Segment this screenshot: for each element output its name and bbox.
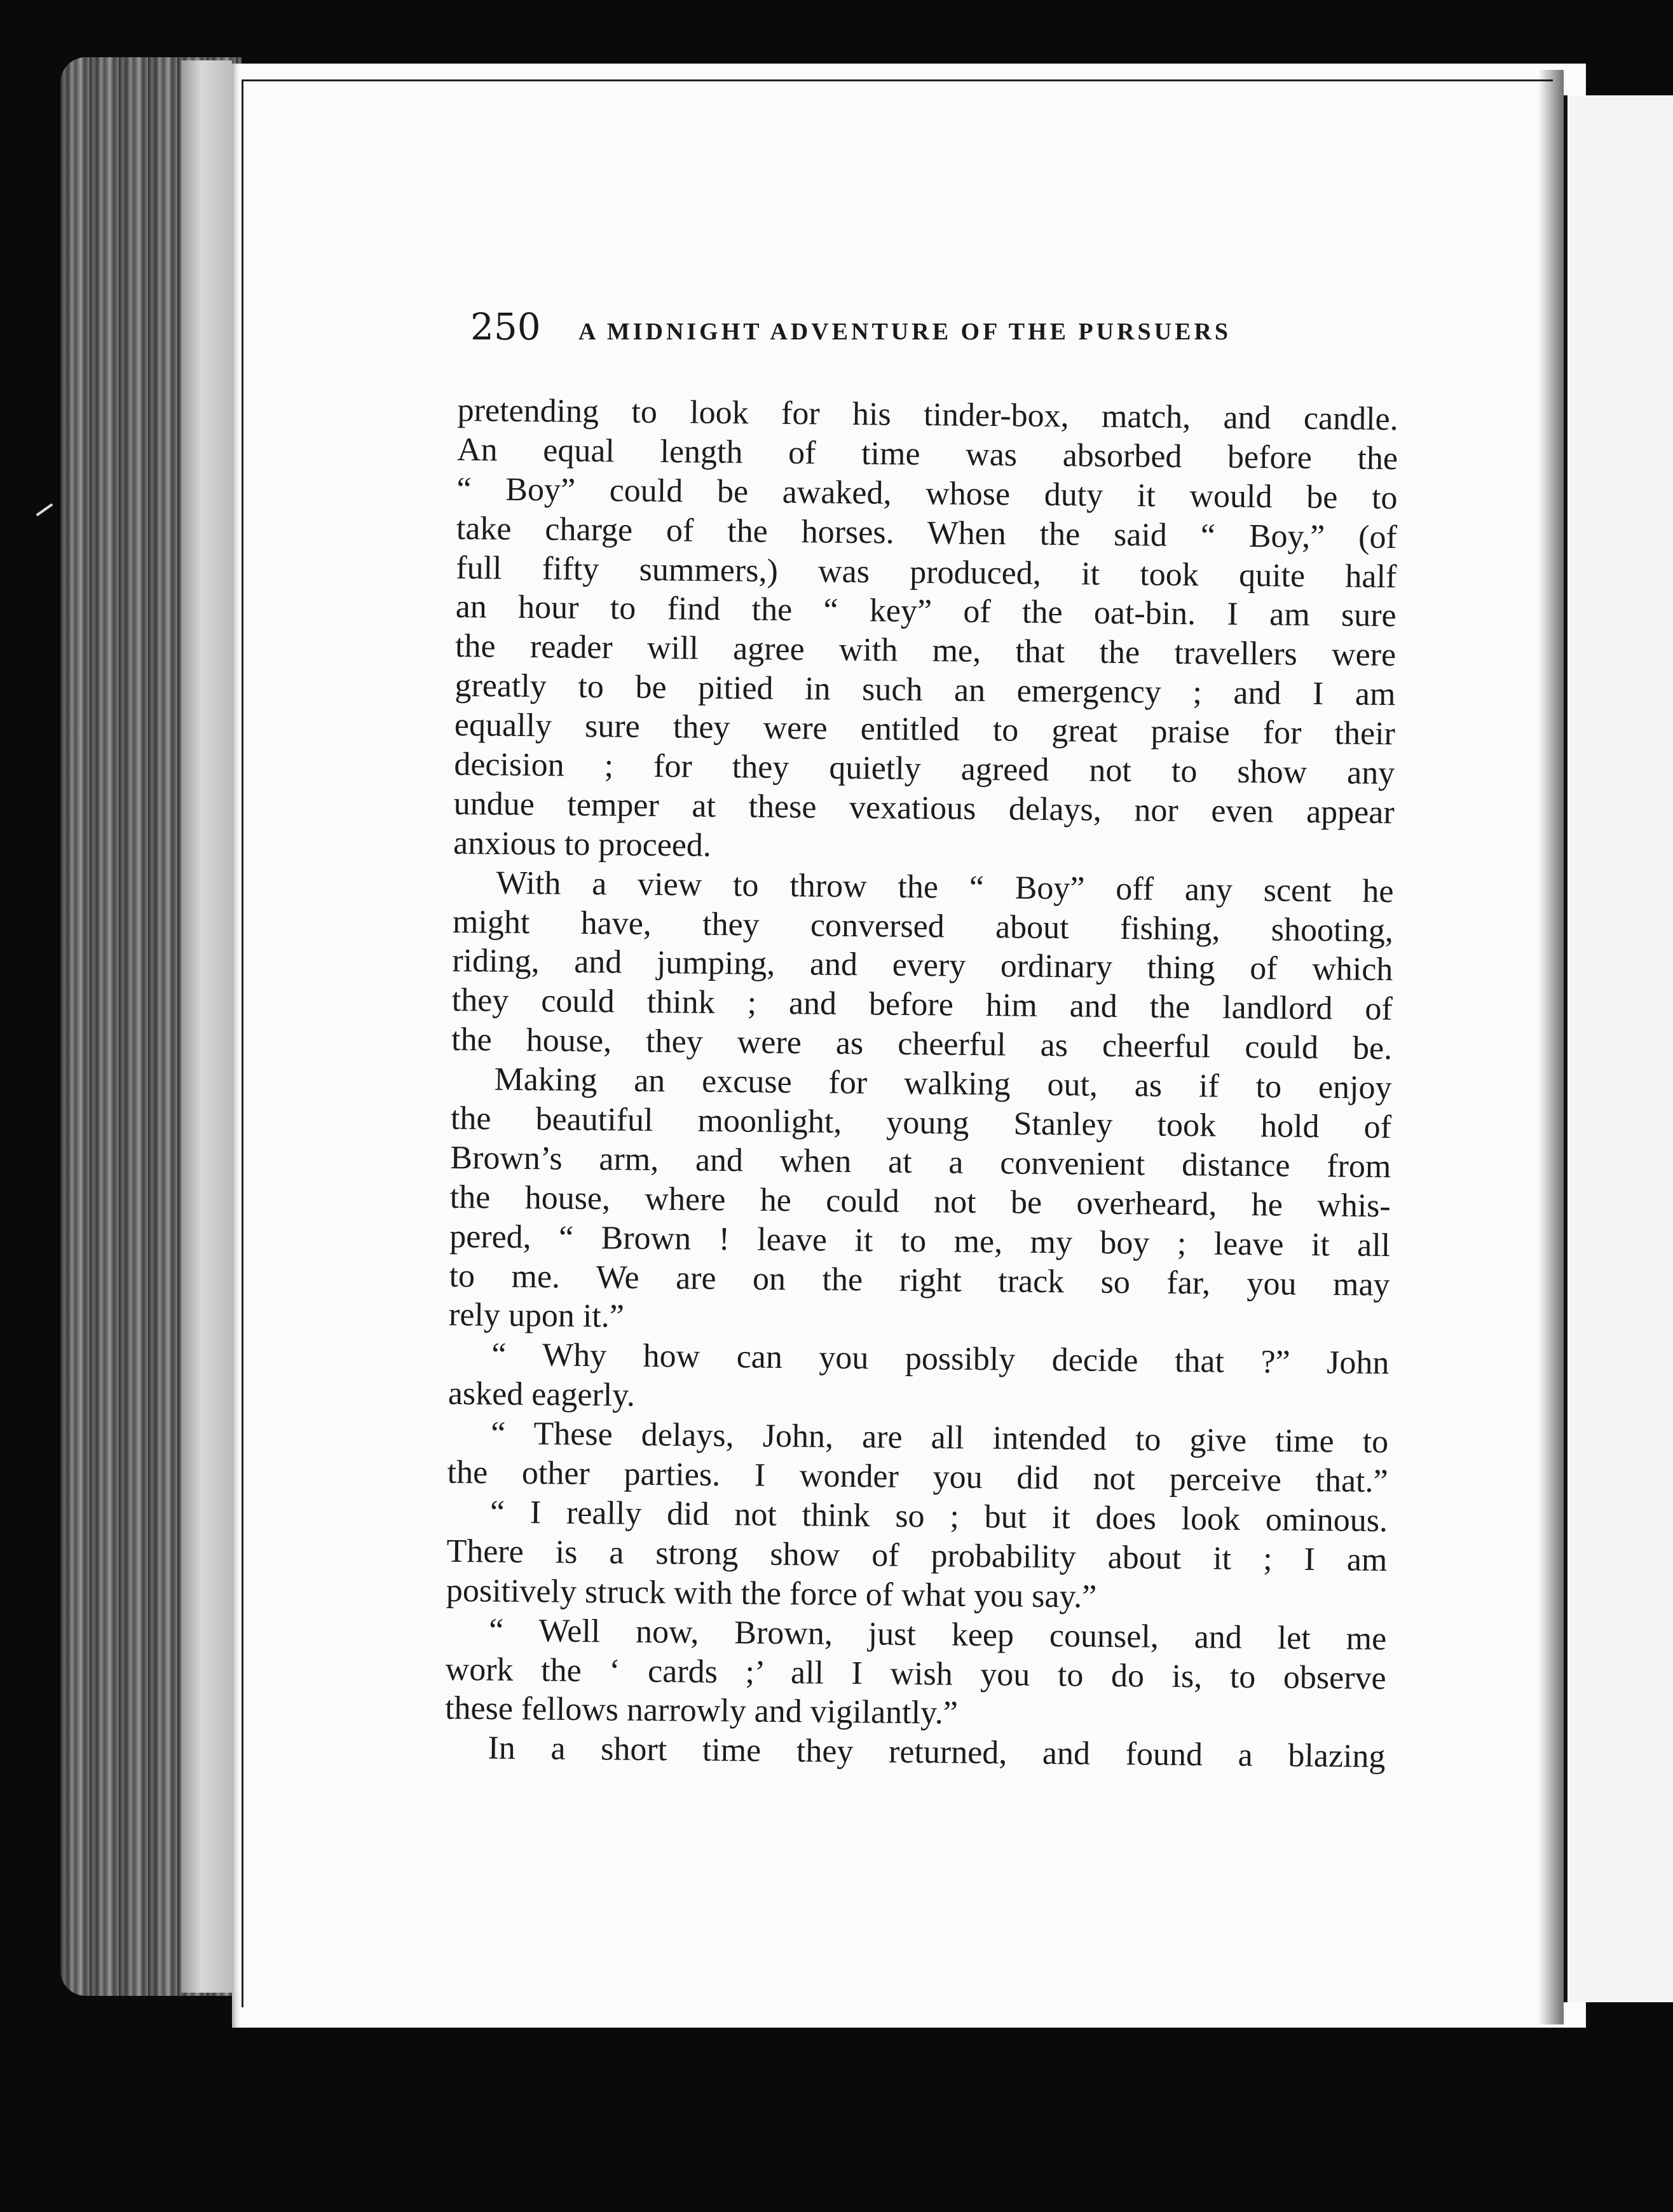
text-line: Making an excuse for walking out, as if to enjoy <box>494 1061 1392 1107</box>
text-line: “ Why how can you possibly decide that ?” John <box>491 1336 1390 1382</box>
text-line: to me. We are on the right track so far, you may <box>449 1257 1390 1303</box>
text-line: they could think ; and before him and the landlord of <box>451 982 1393 1028</box>
text-line: pered, “ Brown ! leave it to me, my boy ; leave it all <box>449 1218 1391 1264</box>
text-line: positively struck with the force of what you say.” <box>446 1572 1097 1615</box>
text-line: “ Well now, Brown, just keep counsel, and let me <box>489 1612 1387 1657</box>
text-line: rely upon it.” <box>448 1297 625 1335</box>
text-line: riding, and jumping, and every ordinary thing of which <box>452 943 1393 988</box>
text-line: greatly to be pitied in such an emergency ; and I am <box>454 667 1396 713</box>
running-head: A MIDNIGHT ADVENTURE OF THE PURSUERS <box>578 318 1232 345</box>
facing-page <box>1564 95 1673 2002</box>
page-number: 250 <box>470 305 541 348</box>
text-line: asked eagerly. <box>447 1376 636 1414</box>
text-line: pretending to look for his tinder-box, match, and candle. <box>457 392 1398 438</box>
text-line: “ I really did not think so ; but it does look ominous. <box>489 1494 1388 1540</box>
scan-mark <box>36 503 53 516</box>
text-line: take charge of the horses. When the said “ Boy,” (of <box>456 510 1398 556</box>
text-line: “ Boy” could be awaked, whose duty it would be to <box>456 470 1398 516</box>
text-line: the reader will agree with me, that the travellers were <box>454 628 1396 674</box>
text-line: these fellows narrowly and vigilantly.” <box>444 1690 959 1732</box>
text-line: the other parties. I wonder you did not perceive that.” <box>447 1454 1388 1500</box>
text-line: the beautiful moonlight, young Stanley took hold of <box>450 1100 1392 1146</box>
text-line: In a short time they returned, and found a blazing <box>488 1730 1386 1775</box>
text-line: an hour to find the “ key” of the oat-bin. I am sure <box>455 589 1396 634</box>
body-text <box>444 391 1398 1777</box>
text-line: “ These delays, John, are all intended to give time to <box>490 1415 1389 1461</box>
text-line: the house, they were as cheerful as cheerful could be. <box>451 1021 1393 1067</box>
text-line: undue temper at these vexatious delays, nor even appear <box>453 785 1395 831</box>
gutter-shadow <box>1538 70 1564 2024</box>
text-line: full fifty summers,) was produced, it took quite half <box>456 549 1397 595</box>
page-edges-light <box>181 60 232 1993</box>
text-line: An equal length of time was absorbed before the <box>456 431 1398 477</box>
text-line: the house, where he could not be overheard, he whis- <box>449 1178 1391 1224</box>
text-line: With a view to throw the “ Boy” off any scent he <box>496 864 1394 910</box>
text-line: work the ‘ cards ;’ all I wish you to do is, to observe <box>445 1651 1386 1697</box>
text-line: might have, they conversed about fishing, shooting, <box>452 903 1394 949</box>
text-line: equally sure they were entitled to great praise for their <box>454 707 1396 753</box>
text-line: Brown’s arm, and when at a convenient distance from <box>450 1139 1391 1185</box>
text-line: anxious to proceed. <box>453 824 712 864</box>
text-line: There is a strong show of probability about it ; I am <box>446 1533 1388 1578</box>
page-header <box>470 305 1309 356</box>
text-line: decision ; for they quietly agreed not to show any <box>454 746 1395 792</box>
